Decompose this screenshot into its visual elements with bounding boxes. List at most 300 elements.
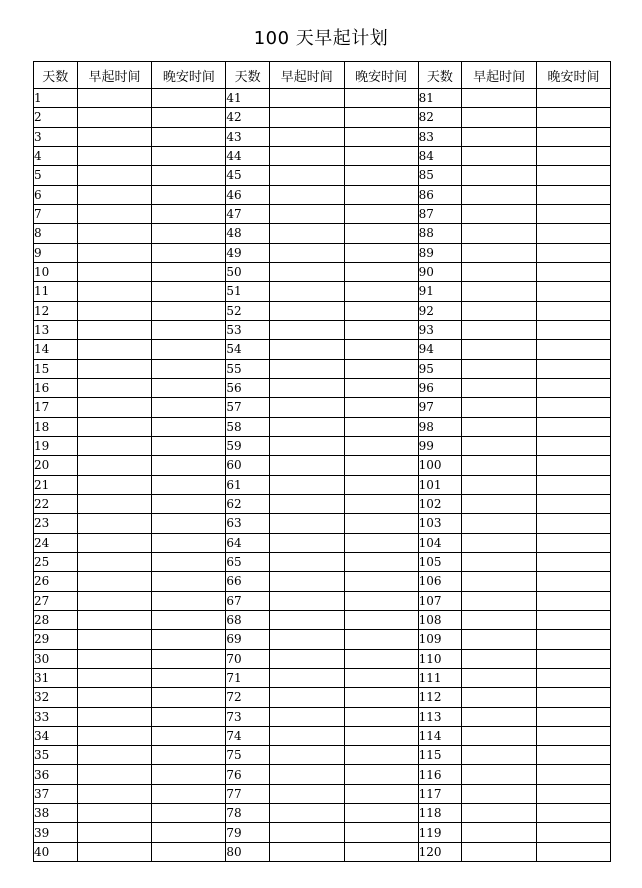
sleep-time-cell[interactable] xyxy=(537,514,611,533)
table-row xyxy=(34,224,611,243)
sleep-time-cell[interactable] xyxy=(344,765,418,784)
sleep-time-cell[interactable] xyxy=(537,475,611,494)
table-body xyxy=(34,89,611,862)
day-number-cell: 65 xyxy=(226,552,270,571)
wake-time-cell[interactable] xyxy=(462,823,537,842)
sleep-time-cell[interactable] xyxy=(344,552,418,571)
wake-time-cell[interactable] xyxy=(77,804,152,823)
sleep-time-cell[interactable] xyxy=(344,726,418,745)
wake-time-cell[interactable] xyxy=(269,514,344,533)
wake-time-cell[interactable] xyxy=(77,649,152,668)
wake-time-cell[interactable] xyxy=(77,572,152,591)
table-row xyxy=(34,552,611,571)
sleep-time-cell[interactable] xyxy=(344,185,418,204)
wake-time-cell[interactable] xyxy=(462,127,537,146)
sleep-time-cell[interactable] xyxy=(152,842,226,861)
wake-time-cell[interactable] xyxy=(269,456,344,475)
wake-time-cell[interactable] xyxy=(269,533,344,552)
wake-time-cell[interactable] xyxy=(462,514,537,533)
wake-time-cell[interactable] xyxy=(462,320,537,339)
sleep-time-cell[interactable] xyxy=(344,224,418,243)
sleep-time-cell[interactable] xyxy=(152,784,226,803)
day-number-cell: 82 xyxy=(418,108,462,127)
wake-time-cell[interactable] xyxy=(77,89,152,108)
wake-time-cell[interactable] xyxy=(269,668,344,687)
day-number-cell: 28 xyxy=(34,610,78,629)
wake-time-cell[interactable] xyxy=(462,89,537,108)
wake-time-cell[interactable] xyxy=(269,726,344,745)
wake-time-cell[interactable] xyxy=(269,823,344,842)
wake-time-cell[interactable] xyxy=(77,552,152,571)
header-wake-time: 早起时间 xyxy=(77,62,152,89)
day-number-cell: 4 xyxy=(34,146,78,165)
wake-time-cell[interactable] xyxy=(462,630,537,649)
sleep-time-cell[interactable] xyxy=(537,108,611,127)
wake-time-cell[interactable] xyxy=(462,610,537,629)
sleep-time-cell[interactable] xyxy=(152,436,226,455)
wake-time-cell[interactable] xyxy=(462,552,537,571)
sleep-time-cell[interactable] xyxy=(152,610,226,629)
sleep-time-cell[interactable] xyxy=(152,514,226,533)
wake-time-cell[interactable] xyxy=(462,804,537,823)
wake-time-cell[interactable] xyxy=(269,301,344,320)
header-sleep-time: 晚安时间 xyxy=(537,62,611,89)
wake-time-cell[interactable] xyxy=(269,146,344,165)
day-number-cell: 14 xyxy=(34,340,78,359)
sleep-time-cell[interactable] xyxy=(537,610,611,629)
wake-time-cell[interactable] xyxy=(269,320,344,339)
sleep-time-cell[interactable] xyxy=(537,649,611,668)
wake-time-cell[interactable] xyxy=(462,224,537,243)
sleep-time-cell[interactable] xyxy=(537,320,611,339)
wake-time-cell[interactable] xyxy=(269,436,344,455)
sleep-time-cell[interactable] xyxy=(344,494,418,513)
sleep-time-cell[interactable] xyxy=(537,224,611,243)
sleep-time-cell[interactable] xyxy=(344,89,418,108)
sleep-time-cell[interactable] xyxy=(537,89,611,108)
day-number-cell: 100 xyxy=(418,456,462,475)
day-number-cell: 87 xyxy=(418,204,462,223)
sleep-time-cell[interactable] xyxy=(344,784,418,803)
day-number-cell: 106 xyxy=(418,572,462,591)
wake-time-cell[interactable] xyxy=(269,282,344,301)
sleep-time-cell[interactable] xyxy=(152,475,226,494)
sleep-time-cell[interactable] xyxy=(344,378,418,397)
day-number-cell: 42 xyxy=(226,108,270,127)
wake-time-cell[interactable] xyxy=(77,842,152,861)
sleep-time-cell[interactable] xyxy=(152,630,226,649)
wake-time-cell[interactable] xyxy=(269,842,344,861)
sleep-time-cell[interactable] xyxy=(344,243,418,262)
wake-time-cell[interactable] xyxy=(269,746,344,765)
sleep-time-cell[interactable] xyxy=(152,340,226,359)
sleep-time-cell[interactable] xyxy=(344,630,418,649)
early-rise-plan-table xyxy=(33,61,611,862)
wake-time-cell[interactable] xyxy=(77,436,152,455)
sleep-time-cell[interactable] xyxy=(344,320,418,339)
wake-time-cell[interactable] xyxy=(462,456,537,475)
wake-time-cell[interactable] xyxy=(269,591,344,610)
sleep-time-cell[interactable] xyxy=(537,243,611,262)
wake-time-cell[interactable] xyxy=(462,746,537,765)
sleep-time-cell[interactable] xyxy=(537,533,611,552)
wake-time-cell[interactable] xyxy=(462,340,537,359)
header-wake-time: 早起时间 xyxy=(462,62,537,89)
sleep-time-cell[interactable] xyxy=(537,456,611,475)
wake-time-cell[interactable] xyxy=(462,494,537,513)
sleep-time-cell[interactable] xyxy=(344,514,418,533)
wake-time-cell[interactable] xyxy=(77,591,152,610)
wake-time-cell[interactable] xyxy=(462,591,537,610)
sleep-time-cell[interactable] xyxy=(537,301,611,320)
sleep-time-cell[interactable] xyxy=(152,127,226,146)
wake-time-cell[interactable] xyxy=(77,456,152,475)
day-number-cell: 15 xyxy=(34,359,78,378)
sleep-time-cell[interactable] xyxy=(344,127,418,146)
day-number-cell: 2 xyxy=(34,108,78,127)
page-title: 100 天早起计划 xyxy=(253,28,389,49)
sleep-time-cell[interactable] xyxy=(537,842,611,861)
wake-time-cell[interactable] xyxy=(462,842,537,861)
wake-time-cell[interactable] xyxy=(269,784,344,803)
sleep-time-cell[interactable] xyxy=(537,127,611,146)
table-row xyxy=(34,572,611,591)
sleep-time-cell[interactable] xyxy=(537,204,611,223)
sleep-time-cell[interactable] xyxy=(537,572,611,591)
wake-time-cell[interactable] xyxy=(77,204,152,223)
wake-time-cell[interactable] xyxy=(77,668,152,687)
sleep-time-cell[interactable] xyxy=(537,436,611,455)
table-row xyxy=(34,417,611,436)
sleep-time-cell[interactable] xyxy=(344,166,418,185)
sleep-time-cell[interactable] xyxy=(152,688,226,707)
day-number-cell: 7 xyxy=(34,204,78,223)
wake-time-cell[interactable] xyxy=(269,204,344,223)
sleep-time-cell[interactable] xyxy=(344,398,418,417)
day-number-cell: 63 xyxy=(226,514,270,533)
sleep-time-cell[interactable] xyxy=(152,378,226,397)
sleep-time-cell[interactable] xyxy=(152,572,226,591)
day-number-cell: 84 xyxy=(418,146,462,165)
wake-time-cell[interactable] xyxy=(77,320,152,339)
wake-time-cell[interactable] xyxy=(77,610,152,629)
sleep-time-cell[interactable] xyxy=(152,320,226,339)
wake-time-cell[interactable] xyxy=(77,630,152,649)
sleep-time-cell[interactable] xyxy=(152,146,226,165)
sleep-time-cell[interactable] xyxy=(537,417,611,436)
wake-time-cell[interactable] xyxy=(269,89,344,108)
sleep-time-cell[interactable] xyxy=(152,707,226,726)
wake-time-cell[interactable] xyxy=(77,726,152,745)
sleep-time-cell[interactable] xyxy=(152,804,226,823)
day-number-cell: 39 xyxy=(34,823,78,842)
sleep-time-cell[interactable] xyxy=(537,804,611,823)
day-number-cell: 83 xyxy=(418,127,462,146)
table-row xyxy=(34,243,611,262)
sleep-time-cell[interactable] xyxy=(152,456,226,475)
wake-time-cell[interactable] xyxy=(269,224,344,243)
wake-time-cell[interactable] xyxy=(77,707,152,726)
wake-time-cell[interactable] xyxy=(269,359,344,378)
sleep-time-cell[interactable] xyxy=(537,746,611,765)
wake-time-cell[interactable] xyxy=(77,262,152,281)
day-number-cell: 120 xyxy=(418,842,462,861)
day-number-cell: 115 xyxy=(418,746,462,765)
wake-time-cell[interactable] xyxy=(269,108,344,127)
day-number-cell: 34 xyxy=(34,726,78,745)
day-number-cell: 18 xyxy=(34,417,78,436)
sleep-time-cell[interactable] xyxy=(344,359,418,378)
wake-time-cell[interactable] xyxy=(269,552,344,571)
day-number-cell: 12 xyxy=(34,301,78,320)
day-number-cell: 24 xyxy=(34,533,78,552)
wake-time-cell[interactable] xyxy=(77,746,152,765)
wake-time-cell[interactable] xyxy=(462,784,537,803)
sleep-time-cell[interactable] xyxy=(537,398,611,417)
wake-time-cell[interactable] xyxy=(77,166,152,185)
day-number-cell: 41 xyxy=(226,89,270,108)
wake-time-cell[interactable] xyxy=(462,707,537,726)
sleep-time-cell[interactable] xyxy=(152,301,226,320)
wake-time-cell[interactable] xyxy=(269,707,344,726)
wake-time-cell[interactable] xyxy=(462,765,537,784)
wake-time-cell[interactable] xyxy=(269,417,344,436)
day-number-cell: 68 xyxy=(226,610,270,629)
sleep-time-cell[interactable] xyxy=(344,649,418,668)
wake-time-cell[interactable] xyxy=(77,282,152,301)
day-number-cell: 101 xyxy=(418,475,462,494)
day-number-cell: 98 xyxy=(418,417,462,436)
sleep-time-cell[interactable] xyxy=(152,726,226,745)
wake-time-cell[interactable] xyxy=(462,417,537,436)
wake-time-cell[interactable] xyxy=(462,726,537,745)
sleep-time-cell[interactable] xyxy=(344,610,418,629)
wake-time-cell[interactable] xyxy=(77,688,152,707)
wake-time-cell[interactable] xyxy=(77,359,152,378)
wake-time-cell[interactable] xyxy=(462,533,537,552)
sleep-time-cell[interactable] xyxy=(152,166,226,185)
wake-time-cell[interactable] xyxy=(269,494,344,513)
day-number-cell: 35 xyxy=(34,746,78,765)
sleep-time-cell[interactable] xyxy=(344,842,418,861)
wake-time-cell[interactable] xyxy=(269,398,344,417)
day-number-cell: 114 xyxy=(418,726,462,745)
sleep-time-cell[interactable] xyxy=(152,668,226,687)
sleep-time-cell[interactable] xyxy=(344,746,418,765)
wake-time-cell[interactable] xyxy=(269,262,344,281)
sleep-time-cell[interactable] xyxy=(344,688,418,707)
sleep-time-cell[interactable] xyxy=(152,243,226,262)
wake-time-cell[interactable] xyxy=(462,378,537,397)
sleep-time-cell[interactable] xyxy=(344,668,418,687)
wake-time-cell[interactable] xyxy=(77,301,152,320)
sleep-time-cell[interactable] xyxy=(344,707,418,726)
sleep-time-cell[interactable] xyxy=(537,668,611,687)
sleep-time-cell[interactable] xyxy=(152,398,226,417)
wake-time-cell[interactable] xyxy=(462,185,537,204)
sleep-time-cell[interactable] xyxy=(152,282,226,301)
wake-time-cell[interactable] xyxy=(77,243,152,262)
wake-time-cell[interactable] xyxy=(77,533,152,552)
table-row xyxy=(34,89,611,108)
sleep-time-cell[interactable] xyxy=(344,591,418,610)
wake-time-cell[interactable] xyxy=(462,262,537,281)
sleep-time-cell[interactable] xyxy=(344,475,418,494)
wake-time-cell[interactable] xyxy=(462,359,537,378)
sleep-time-cell[interactable] xyxy=(344,417,418,436)
wake-time-cell[interactable] xyxy=(77,185,152,204)
wake-time-cell[interactable] xyxy=(269,127,344,146)
wake-time-cell[interactable] xyxy=(77,146,152,165)
day-number-cell: 62 xyxy=(226,494,270,513)
sleep-time-cell[interactable] xyxy=(344,804,418,823)
day-number-cell: 9 xyxy=(34,243,78,262)
sleep-time-cell[interactable] xyxy=(537,823,611,842)
sleep-time-cell[interactable] xyxy=(537,166,611,185)
sleep-time-cell[interactable] xyxy=(152,417,226,436)
wake-time-cell[interactable] xyxy=(462,301,537,320)
wake-time-cell[interactable] xyxy=(269,649,344,668)
day-number-cell: 74 xyxy=(226,726,270,745)
wake-time-cell[interactable] xyxy=(77,765,152,784)
sleep-time-cell[interactable] xyxy=(537,688,611,707)
wake-time-cell[interactable] xyxy=(269,475,344,494)
sleep-time-cell[interactable] xyxy=(152,185,226,204)
sleep-time-cell[interactable] xyxy=(344,146,418,165)
sleep-time-cell[interactable] xyxy=(152,204,226,223)
sleep-time-cell[interactable] xyxy=(537,359,611,378)
wake-time-cell[interactable] xyxy=(462,436,537,455)
sleep-time-cell[interactable] xyxy=(537,494,611,513)
day-number-cell: 47 xyxy=(226,204,270,223)
sleep-time-cell[interactable] xyxy=(152,823,226,842)
table-row xyxy=(34,726,611,745)
sleep-time-cell[interactable] xyxy=(537,765,611,784)
sleep-time-cell[interactable] xyxy=(344,456,418,475)
wake-time-cell[interactable] xyxy=(462,108,537,127)
wake-time-cell[interactable] xyxy=(77,224,152,243)
sleep-time-cell[interactable] xyxy=(344,301,418,320)
sleep-time-cell[interactable] xyxy=(152,494,226,513)
wake-time-cell[interactable] xyxy=(462,572,537,591)
sleep-time-cell[interactable] xyxy=(537,591,611,610)
sleep-time-cell[interactable] xyxy=(537,185,611,204)
day-number-cell: 93 xyxy=(418,320,462,339)
table-row xyxy=(34,804,611,823)
wake-time-cell[interactable] xyxy=(462,688,537,707)
wake-time-cell[interactable] xyxy=(462,243,537,262)
wake-time-cell[interactable] xyxy=(77,108,152,127)
sleep-time-cell[interactable] xyxy=(152,765,226,784)
wake-time-cell[interactable] xyxy=(462,204,537,223)
day-number-cell: 109 xyxy=(418,630,462,649)
wake-time-cell[interactable] xyxy=(462,649,537,668)
day-number-cell: 105 xyxy=(418,552,462,571)
day-number-cell: 45 xyxy=(226,166,270,185)
sleep-time-cell[interactable] xyxy=(537,552,611,571)
day-number-cell: 10 xyxy=(34,262,78,281)
wake-time-cell[interactable] xyxy=(269,572,344,591)
sleep-time-cell[interactable] xyxy=(344,282,418,301)
sleep-time-cell[interactable] xyxy=(344,533,418,552)
day-number-cell: 69 xyxy=(226,630,270,649)
sleep-time-cell[interactable] xyxy=(537,784,611,803)
table-row xyxy=(34,668,611,687)
wake-time-cell[interactable] xyxy=(269,610,344,629)
sleep-time-cell[interactable] xyxy=(537,262,611,281)
sleep-time-cell[interactable] xyxy=(152,89,226,108)
day-number-cell: 88 xyxy=(418,224,462,243)
wake-time-cell[interactable] xyxy=(77,494,152,513)
sleep-time-cell[interactable] xyxy=(152,262,226,281)
sleep-time-cell[interactable] xyxy=(152,552,226,571)
sleep-time-cell[interactable] xyxy=(537,340,611,359)
sleep-time-cell[interactable] xyxy=(344,436,418,455)
wake-time-cell[interactable] xyxy=(77,514,152,533)
wake-time-cell[interactable] xyxy=(269,185,344,204)
wake-time-cell[interactable] xyxy=(462,398,537,417)
wake-time-cell[interactable] xyxy=(77,378,152,397)
wake-time-cell[interactable] xyxy=(269,804,344,823)
day-number-cell: 5 xyxy=(34,166,78,185)
wake-time-cell[interactable] xyxy=(269,688,344,707)
sleep-time-cell[interactable] xyxy=(152,108,226,127)
sleep-time-cell[interactable] xyxy=(537,378,611,397)
day-number-cell: 64 xyxy=(226,533,270,552)
wake-time-cell[interactable] xyxy=(269,630,344,649)
sleep-time-cell[interactable] xyxy=(152,359,226,378)
wake-time-cell[interactable] xyxy=(269,166,344,185)
table-row xyxy=(34,688,611,707)
day-number-cell: 119 xyxy=(418,823,462,842)
sleep-time-cell[interactable] xyxy=(344,204,418,223)
wake-time-cell[interactable] xyxy=(77,127,152,146)
wake-time-cell[interactable] xyxy=(77,417,152,436)
wake-time-cell[interactable] xyxy=(77,784,152,803)
wake-time-cell[interactable] xyxy=(462,166,537,185)
wake-time-cell[interactable] xyxy=(77,475,152,494)
wake-time-cell[interactable] xyxy=(462,146,537,165)
sleep-time-cell[interactable] xyxy=(152,224,226,243)
wake-time-cell[interactable] xyxy=(462,475,537,494)
sleep-time-cell[interactable] xyxy=(537,630,611,649)
sleep-time-cell[interactable] xyxy=(152,591,226,610)
wake-time-cell[interactable] xyxy=(269,765,344,784)
wake-time-cell[interactable] xyxy=(269,340,344,359)
sleep-time-cell[interactable] xyxy=(344,823,418,842)
sleep-time-cell[interactable] xyxy=(344,572,418,591)
wake-time-cell[interactable] xyxy=(462,282,537,301)
wake-time-cell[interactable] xyxy=(77,340,152,359)
sleep-time-cell[interactable] xyxy=(152,533,226,552)
sleep-time-cell[interactable] xyxy=(537,282,611,301)
wake-time-cell[interactable] xyxy=(77,823,152,842)
day-number-cell: 90 xyxy=(418,262,462,281)
wake-time-cell[interactable] xyxy=(77,398,152,417)
wake-time-cell[interactable] xyxy=(269,378,344,397)
sleep-time-cell[interactable] xyxy=(537,146,611,165)
sleep-time-cell[interactable] xyxy=(344,108,418,127)
sleep-time-cell[interactable] xyxy=(537,726,611,745)
sleep-time-cell[interactable] xyxy=(344,262,418,281)
wake-time-cell[interactable] xyxy=(462,668,537,687)
sleep-time-cell[interactable] xyxy=(152,649,226,668)
wake-time-cell[interactable] xyxy=(269,243,344,262)
sleep-time-cell[interactable] xyxy=(152,746,226,765)
table-row xyxy=(34,823,611,842)
sleep-time-cell[interactable] xyxy=(344,340,418,359)
sleep-time-cell[interactable] xyxy=(537,707,611,726)
